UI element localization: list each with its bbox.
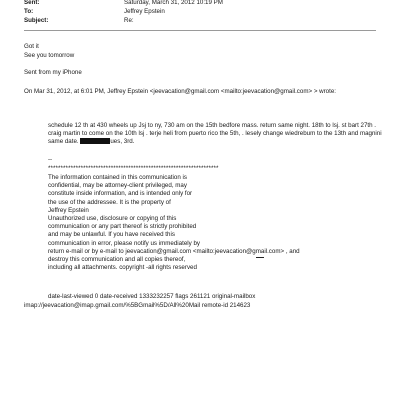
disclaimer-line: including all attachments. copyright -all rights reserved xyxy=(48,264,197,272)
quote-intro: On Mar 31, 2012, at 6:01 PM, Jeffrey Epstein <jeevacation@gmail.com <mailto:jeevacation@gmail.com> > wrote: xyxy=(24,88,337,95)
quoted-schedule xyxy=(48,122,388,147)
meta-line: date-last-viewed 0 date-received 1333232257 flags 261121 original-mailbox xyxy=(48,293,256,300)
subject-value: Re: xyxy=(124,17,134,24)
disclaimer-line: return e-mail or by e-mail to jeevacation@gmail.com <mailto:jeevacation@gmail.com> , and xyxy=(48,247,300,255)
disclaimer-line: destroy this communication and all copies thereof, xyxy=(48,255,186,263)
disclaimer-line: Jeffrey Epstein xyxy=(48,206,89,214)
disclaimer-line: the use of the addressee. It is the property of xyxy=(48,198,171,206)
disclaimer-line: and may be unlawful. If you have received this xyxy=(48,231,175,239)
disclaimer-line: The information contained in this communication is xyxy=(48,174,187,181)
disclaimer-line: communication in error, please notify us immediately by xyxy=(48,239,201,247)
reply-line-2: See you tomorrow xyxy=(24,52,75,59)
disclaimer-block xyxy=(48,174,388,272)
header-divider xyxy=(24,30,376,31)
schedule-text: schedule 12 th at 430 wheels up Jsj to ny, 730 am on the 15th bedfore mass. return same night. 18th to lsj. st bart 27th . craig martin to come on the 10th lsj . terje heli from puerto rico the 5th, . lesely change wiedrebum to the 13th and magnini same date. xyxy=(48,122,382,146)
disclaimer-line: Unauthorized use, disclosure or copying of this xyxy=(48,214,177,222)
quoted-dots: -- xyxy=(48,156,53,163)
schedule-text-end: ues, 3rd. xyxy=(110,138,135,146)
stars-divider: ******************************************************************** xyxy=(48,165,219,172)
subject-label: Subject: xyxy=(24,17,49,24)
meta-line-2: imap://jeevacation@imap.gmail.com/%5BGmail%5D/All%20Mail remote-id 214623 xyxy=(24,302,251,309)
reply-signature: Sent from my iPhone xyxy=(24,69,82,76)
disclaimer-line: confidential, may be attorney-client privileged, may xyxy=(48,182,187,190)
to-value: Jeffrey Epstein xyxy=(124,8,165,15)
redaction-bar xyxy=(80,138,110,144)
disclaimer-line: communication or any part thereof is strictly prohibited xyxy=(48,223,197,231)
sent-value: Saturday, March 31, 2012 10:19 PM xyxy=(124,0,223,6)
disclaimer-line: constitute inside information, and is intended only for xyxy=(48,190,193,198)
reply-line-1: Got it xyxy=(24,43,39,50)
to-label: To: xyxy=(24,8,34,15)
sent-label: Sent: xyxy=(24,0,40,6)
